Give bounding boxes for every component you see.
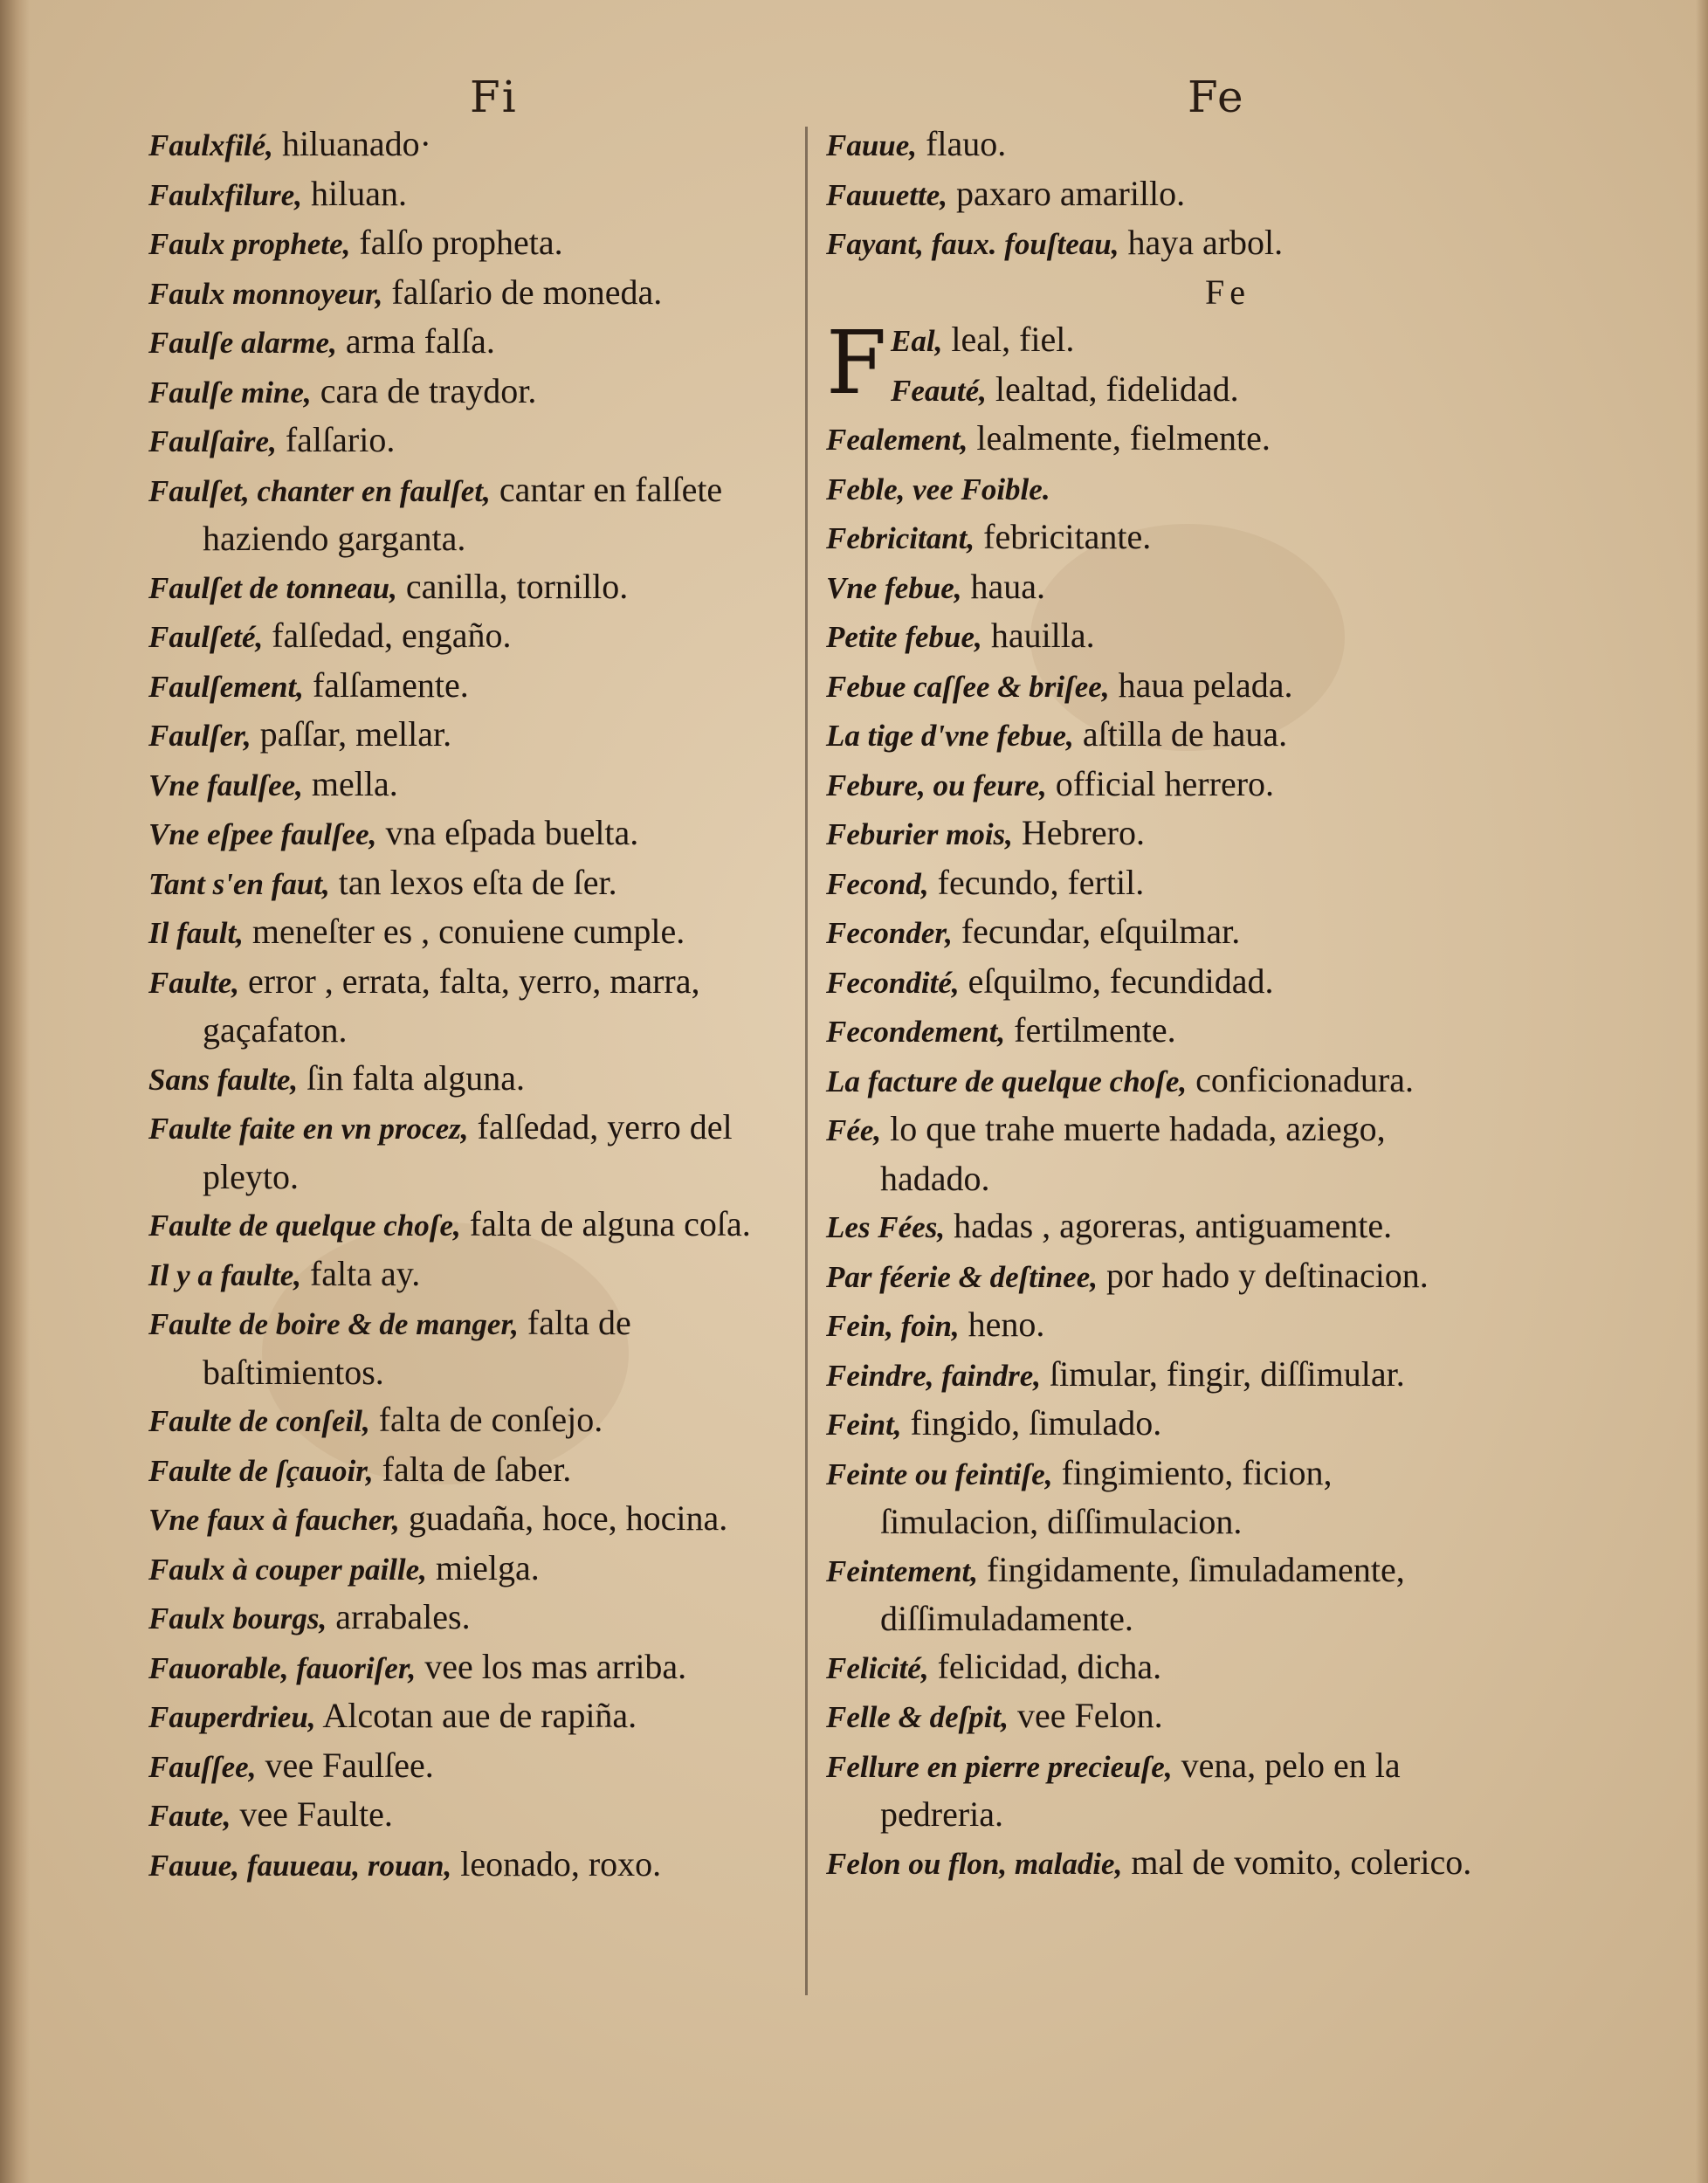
dictionary-entry xyxy=(826,859,1498,909)
entry-headword: Fayant, faux. fouſteau, xyxy=(826,227,1119,261)
dictionary-entry xyxy=(148,958,790,1055)
entry-headword: Faulx prophete, xyxy=(148,227,351,261)
entry-headword: Il fault, xyxy=(148,916,244,950)
entry-definition: meneſter es , conuiene cumple. xyxy=(243,912,685,951)
dictionary-entry xyxy=(148,1692,790,1742)
dictionary-entry xyxy=(826,1202,1498,1252)
entry-headword: Faulte de boire & de manger, xyxy=(148,1307,519,1341)
entry-headword: Feble, vee Foible. xyxy=(826,472,1050,506)
entry-definition: mella. xyxy=(302,763,398,803)
entry-definition: mielga. xyxy=(426,1547,540,1587)
entry-definition: mal de vomito, colerico. xyxy=(1122,1842,1472,1882)
entry-definition: tan lexos eſta de ſer. xyxy=(329,862,617,902)
entry-definition: error , errata, falta, yerro, marra, gaçafaton. xyxy=(203,961,700,1050)
entry-headword: Faulſe mine, xyxy=(148,375,312,410)
entry-headword: Par féerie & deſtinee, xyxy=(826,1259,1098,1294)
entry-definition: conficionadura. xyxy=(1187,1059,1415,1099)
entry-headword: Fauuette, xyxy=(826,177,948,212)
entry-headword: Faulſaire, xyxy=(148,424,277,458)
dictionary-entry xyxy=(148,908,790,958)
dictionary-entry xyxy=(826,908,1498,958)
dictionary-entry xyxy=(148,809,790,859)
entry-definition: fertilmente. xyxy=(1005,1010,1176,1050)
entry-headword: Feintement, xyxy=(826,1553,979,1588)
dictionary-entry xyxy=(826,1742,1498,1839)
entry-headword: Les Fées, xyxy=(826,1210,946,1244)
entry-headword: Vne faux à faucher, xyxy=(148,1503,400,1537)
entry-headword: Fecond, xyxy=(826,866,929,901)
dictionary-entry xyxy=(148,368,790,417)
drop-cap: F xyxy=(826,312,887,414)
entry-definition: cantar en falſete haziendo garganta. xyxy=(203,469,723,558)
entry-headword: Felicité, xyxy=(826,1650,929,1685)
entry-definition: vee Faulte. xyxy=(231,1794,393,1834)
entry-definition: febricitante. xyxy=(975,517,1152,556)
entry-headword: Feburier mois, xyxy=(826,817,1013,851)
dictionary-entry xyxy=(826,1351,1498,1401)
entry-headword: Feinte ou feintiſe, xyxy=(826,1456,1053,1491)
dictionary-entry xyxy=(826,513,1498,563)
dictionary-entry xyxy=(826,1450,1498,1546)
running-head-left: Fi xyxy=(470,72,518,122)
drop-cap-entry xyxy=(826,312,1498,415)
dictionary-entry xyxy=(148,121,790,170)
dictionary-entry xyxy=(826,1546,1498,1643)
entry-headword: Faulxfilé, xyxy=(148,128,273,162)
entry-line xyxy=(891,366,1498,416)
entry-definition: falta de alguna coſa. xyxy=(460,1204,751,1243)
dictionary-entry xyxy=(826,1057,1498,1106)
entry-definition: eſquilmo, fecundidad. xyxy=(959,961,1274,1001)
entry-definition: ſimular, fingir, diſſimular. xyxy=(1040,1353,1405,1394)
entry-headword: Faulx monnoyeur, xyxy=(148,276,383,311)
dictionary-entry xyxy=(826,761,1498,810)
dictionary-entry xyxy=(826,1105,1498,1202)
entry-headword: Fealement, xyxy=(826,423,968,457)
dictionary-entry xyxy=(826,219,1498,269)
dictionary-entry xyxy=(826,612,1498,662)
entry-definition: haya arbol. xyxy=(1119,223,1284,262)
dictionary-entry xyxy=(826,170,1498,220)
dictionary-entry xyxy=(148,269,790,319)
dictionary-entry xyxy=(826,1643,1498,1693)
dictionary-entry xyxy=(148,1055,790,1105)
entry-headword: Felle & deſpit, xyxy=(826,1700,1009,1734)
entry-headword: Fauorable, fauoriſer, xyxy=(148,1650,417,1685)
entry-definition: fecundar, eſquilmar. xyxy=(952,912,1241,951)
entry-definition: lealmente, fielmente. xyxy=(968,418,1271,458)
entry-headword: Faulſement, xyxy=(148,669,304,704)
page-edge-left xyxy=(0,0,30,2183)
entry-headword: Il y a faulte, xyxy=(148,1257,301,1292)
entry-headword: Faulſe alarme, xyxy=(148,326,337,360)
dictionary-entry xyxy=(148,761,790,810)
entry-definition: ſin falta alguna. xyxy=(298,1057,526,1098)
right-column-entries xyxy=(826,415,1498,1888)
entry-definition: haua pelada. xyxy=(1109,665,1293,705)
entry-definition: vee Felon. xyxy=(1008,1696,1163,1735)
subsection-heading: Fe xyxy=(1205,272,1250,312)
dictionary-entry xyxy=(826,958,1498,1008)
entry-definition: falta de baſtimientos. xyxy=(203,1303,631,1392)
entry-definition: arrabales. xyxy=(327,1597,471,1636)
entry-headword: Felon ou flon, maladie, xyxy=(826,1846,1123,1881)
dictionary-entry xyxy=(148,1250,790,1300)
entry-headword: Fauue, xyxy=(826,128,918,162)
dictionary-entry xyxy=(826,415,1498,465)
dictionary-entry xyxy=(148,1495,790,1545)
entry-headword: Faulx bourgs, xyxy=(148,1601,327,1636)
entry-definition: por hado y deſtinacion. xyxy=(1098,1255,1429,1295)
entry-headword: Tant s'en faut, xyxy=(148,866,330,901)
entry-definition: falta de conſejo. xyxy=(369,1400,603,1439)
entry-headword: Faulſet, chanter en faulſet, xyxy=(148,473,491,508)
entry-definition: paxaro amarillo. xyxy=(947,173,1186,213)
dictionary-entry xyxy=(826,1400,1498,1450)
entry-definition: leal, fiel. xyxy=(942,320,1075,359)
entry-headword: Febricitant, xyxy=(826,521,975,555)
entry-headword: Sans faulte, xyxy=(148,1062,299,1097)
entry-headword: Vne faulſee, xyxy=(148,768,303,802)
entry-definition: fingidamente, ſimuladamente, diſſimuladamente. xyxy=(880,1549,1405,1638)
entry-headword: Feconder, xyxy=(826,916,953,950)
dictionary-entry xyxy=(826,1301,1498,1351)
entry-definition: falſario de moneda. xyxy=(382,272,663,312)
dictionary-entry xyxy=(826,809,1498,859)
dictionary-entry xyxy=(148,1299,790,1396)
entry-headword: La tige d'vne febue, xyxy=(826,719,1074,753)
entry-headword: Vne febue, xyxy=(826,570,962,605)
dictionary-entry xyxy=(826,121,1498,170)
entry-definition: falta de ſaber. xyxy=(373,1449,572,1489)
dictionary-entry xyxy=(148,417,790,466)
entry-definition: fingimiento, ficion, ſimulacion, diſſimulacion. xyxy=(880,1452,1333,1541)
entry-headword: Faulte de ſçauoir, xyxy=(148,1453,374,1488)
right-column-top xyxy=(826,121,1498,269)
entry-definition: official herrero. xyxy=(1046,763,1275,803)
entry-definition: falta ay. xyxy=(300,1253,421,1293)
dictionary-entry xyxy=(148,1104,790,1201)
entry-headword: Faulſer, xyxy=(148,719,251,753)
entry-definition: falſedad, yerro del pleyto. xyxy=(203,1107,733,1196)
entry-headword: Eal, xyxy=(891,324,943,358)
dictionary-entry xyxy=(826,465,1498,514)
dictionary-entry xyxy=(148,170,790,220)
entry-headword: Fée, xyxy=(826,1113,882,1147)
dictionary-entry xyxy=(148,1594,790,1643)
entry-headword: Faulte, xyxy=(148,965,240,1000)
entry-definition: arma falſa. xyxy=(336,321,495,361)
entry-headword: Fauſſee, xyxy=(148,1749,257,1784)
entry-line xyxy=(891,316,1498,366)
entry-headword: Vne eſpee faulſee, xyxy=(148,817,377,851)
entry-definition: lo que trahe muerte hadada, aziego, hadado. xyxy=(880,1109,1386,1198)
running-head-right: Fe xyxy=(1188,72,1245,122)
entry-headword: Faulte de conſeil, xyxy=(148,1404,370,1438)
page-edge-right xyxy=(1696,0,1708,2183)
dictionary-entry xyxy=(148,1791,790,1841)
entry-definition: fingido, ſimulado. xyxy=(901,1403,1162,1443)
entry-definition: cara de traydor. xyxy=(311,370,537,410)
dictionary-entry xyxy=(826,1252,1498,1302)
entry-headword: Fellure en pierre precieuſe, xyxy=(826,1749,1173,1784)
entry-headword: Feint, xyxy=(826,1408,902,1442)
entry-definition: canilla, tornillo. xyxy=(396,566,629,606)
dictionary-entry xyxy=(148,1446,790,1496)
entry-headword: Feindre, faindre, xyxy=(826,1358,1041,1393)
entry-headword: Faulx à couper paille, xyxy=(148,1552,427,1587)
entry-definition: hiluanado· xyxy=(272,124,431,163)
entry-definition: falſo propheta. xyxy=(350,223,563,262)
entry-headword: Fein, foin, xyxy=(826,1309,960,1343)
right-column xyxy=(826,121,1498,1888)
dictionary-entry xyxy=(148,1396,790,1446)
dictionary-entry xyxy=(148,563,790,613)
entry-definition: hiluan. xyxy=(302,173,407,213)
dictionary-entry xyxy=(826,1007,1498,1057)
entry-definition: falſamente. xyxy=(303,665,469,705)
entry-definition: lealtad, fidelidad. xyxy=(986,368,1239,409)
entry-definition: paſſar, mellar. xyxy=(251,714,452,754)
entry-headword: Faulte faite en vn procez, xyxy=(148,1112,469,1146)
entry-headword: Petite febue, xyxy=(826,620,982,654)
entry-headword: Faulxfilure, xyxy=(148,177,303,212)
entry-definition: fecundo, fertil. xyxy=(928,862,1145,902)
entry-definition: falſario. xyxy=(276,420,396,459)
entry-definition: vena, pelo en la pedreria. xyxy=(880,1745,1401,1834)
entry-headword: Faulſeté, xyxy=(148,620,264,654)
entry-headword: Fecondité, xyxy=(826,965,960,1000)
entry-headword: Fauue, fauueau, rouan, xyxy=(148,1848,452,1883)
dictionary-entry xyxy=(826,711,1498,761)
entry-headword: Feauté, xyxy=(891,373,987,408)
dictionary-entry xyxy=(148,859,790,909)
entry-definition: vee los mas arriba. xyxy=(416,1646,687,1686)
dictionary-entry xyxy=(148,318,790,368)
dictionary-entry xyxy=(148,1643,790,1693)
entry-definition: heno. xyxy=(959,1305,1045,1344)
entry-headword: Faulſet de tonneau, xyxy=(148,570,397,605)
entry-definition: leonado, roxo. xyxy=(451,1843,662,1883)
entry-definition: Hebrero. xyxy=(1012,813,1145,852)
dictionary-entry xyxy=(826,1692,1498,1742)
entry-headword: Faute, xyxy=(148,1799,231,1833)
dictionary-entry xyxy=(148,612,790,662)
dictionary-entry xyxy=(148,1742,790,1792)
entry-definition: falſedad, engaño. xyxy=(263,616,512,655)
dictionary-entry xyxy=(148,1841,790,1890)
entry-definition: aſtilla de haua. xyxy=(1073,714,1288,754)
entry-definition: hadas , agoreras, antiguamente. xyxy=(945,1206,1393,1245)
entry-headword: Faulte de quelque choſe, xyxy=(148,1209,461,1243)
entry-definition: vna eſpada buelta. xyxy=(376,813,639,852)
entry-definition: guadaña, hoce, hocina. xyxy=(399,1498,728,1538)
dictionary-entry xyxy=(148,1201,790,1250)
column-divider xyxy=(805,127,808,1995)
left-column xyxy=(148,121,790,1890)
entry-headword: La facture de quelque choſe, xyxy=(826,1064,1188,1098)
entry-headword: Fecondement, xyxy=(826,1015,1006,1049)
entry-definition: felicidad, dicha. xyxy=(928,1646,1162,1686)
dictionary-entry xyxy=(148,662,790,712)
entry-definition: hauilla. xyxy=(981,616,1095,655)
entry-definition: flauo. xyxy=(917,124,1007,163)
entry-headword: Fauperdrieu, xyxy=(148,1700,316,1734)
entry-definition: Alcotan aue de rapiña. xyxy=(315,1696,637,1735)
dictionary-entry xyxy=(826,1839,1498,1889)
entry-definition: haua. xyxy=(961,566,1046,606)
entry-definition: vee Faulſee. xyxy=(256,1745,434,1785)
dictionary-entry xyxy=(148,466,790,563)
dictionary-entry xyxy=(826,662,1498,712)
dictionary-entry xyxy=(148,219,790,269)
dictionary-entry xyxy=(148,711,790,761)
dictionary-entry xyxy=(148,1545,790,1594)
entry-headword: Febure, ou feure, xyxy=(826,768,1047,802)
dictionary-entry xyxy=(826,563,1498,613)
entry-headword: Febue caſſee & briſee, xyxy=(826,669,1110,704)
